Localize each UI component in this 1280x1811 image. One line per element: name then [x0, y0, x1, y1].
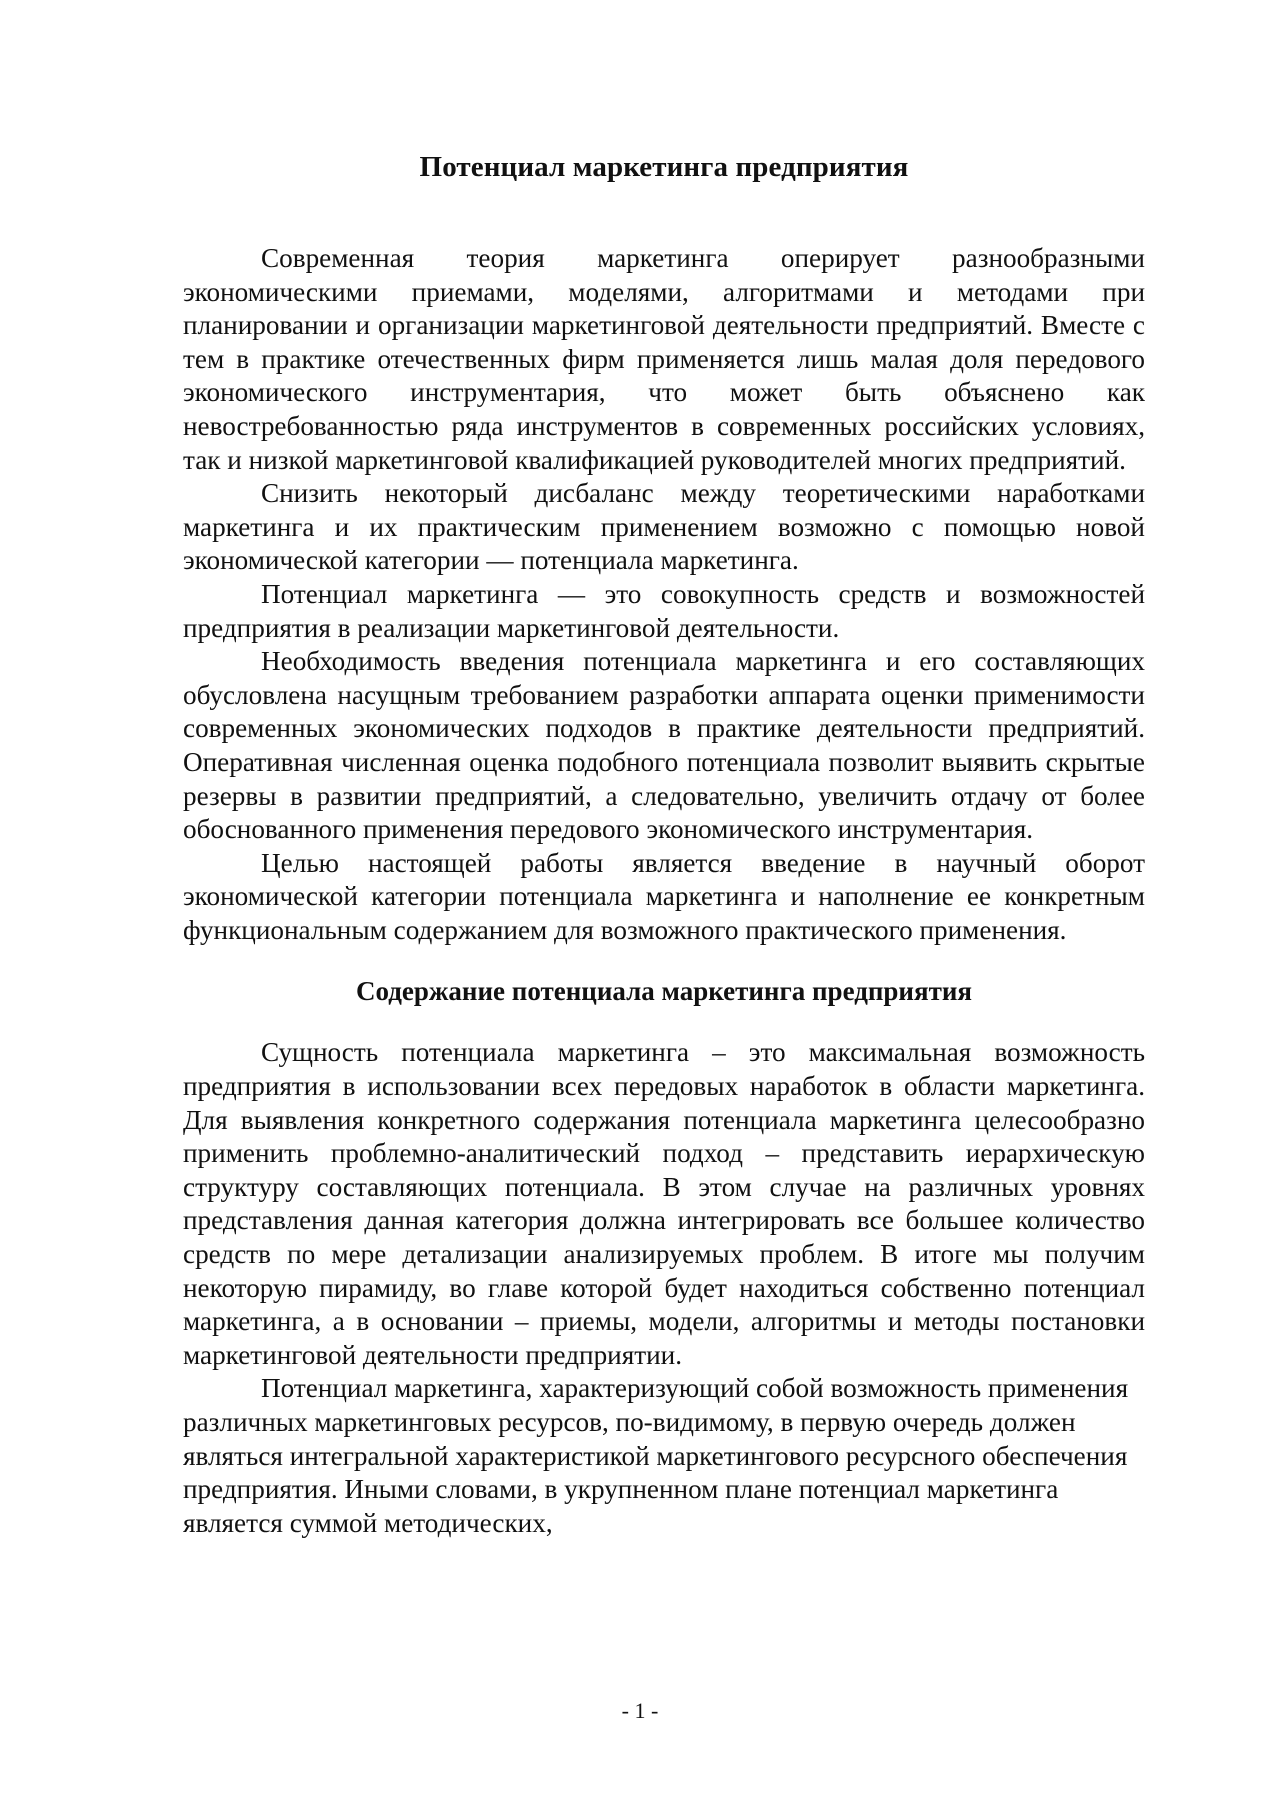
paragraph: Потенциал маркетинга, характеризующий собой возможность применения различных маркетинговых ресурсов, по-видимому, в первую очередь должен являться интегральной характеристикой маркетингового ресурсного обеспечения предприятия. Иными словами, в укрупненном плане потенциал маркетинга является суммой методических, [183, 1373, 1129, 1538]
page-number: - 1 - [621, 1698, 659, 1723]
paragraph: Сущность потенциала маркетинга – это максимальная возможность предприятия в использовании всех передовых наработок в области маркетинга. Для выявления конкретного содержания потенциала маркетинга целесообразно применить проблемно-аналитический подход – представить иерархическую структуру составляющих потенциала. В этом случае на различных уровнях представления данная категория должна интегрировать все большее количество средств по мере детализации анализируемых проблем. В итоге мы получим некоторую пирамиду, во главе которой будет находиться собственно потенциал маркетинга, а в основании – приемы, модели, алгоритмы и методы постановки маркетинговой деятельности предприятии. [183, 1037, 1145, 1370]
paragraph: Целью настоящей работы является введение в научный оборот экономической категории потенциала маркетинга и наполнение ее конкретным функциональным содержанием для возможного практического применения. [183, 847, 1145, 945]
document-title: Потенциал маркетинга предприятия [419, 151, 909, 183]
document-body [183, 150, 1145, 1540]
paragraph: Потенциал маркетинга — это совокупность средств и возможностей предприятия в реализации маркетинговой деятельности. [183, 578, 1145, 643]
section-title: Содержание потенциала маркетинга предприятия [355, 976, 973, 1007]
paragraph: Снизить некоторый дисбаланс между теоретическими наработками маркетинга и их практическим применением возможно с помощью новой экономической категории — потенциала маркетинга. [183, 478, 1145, 576]
paragraph: Необходимость введения потенциала маркетинга и его составляющих обусловлена насущным требованием разработки аппарата оценки применимости современных экономических подходов в практике деятельности предприятий. Оперативная численная оценка подобного потенциала позволит выявить скрытые резервы в развитии предприятий, а следовательно, увеличить отдачу от более обоснованного применения передового экономического инструментария. [183, 646, 1145, 845]
paragraph: Современная теория маркетинга оперирует разнообразными экономическими приемами, моделями, алгоритмами и методами при планировании и организации маркетинговой деятельности предприятий. Вместе с тем в практике отечественных фирм применяется лишь малая доля передового экономического инструментария, что может быть объяснено как невостребованностью ряда инструментов в современных российских условиях, так и низкой маркетинговой квалификацией руководителей многих предприятий. [183, 243, 1145, 475]
